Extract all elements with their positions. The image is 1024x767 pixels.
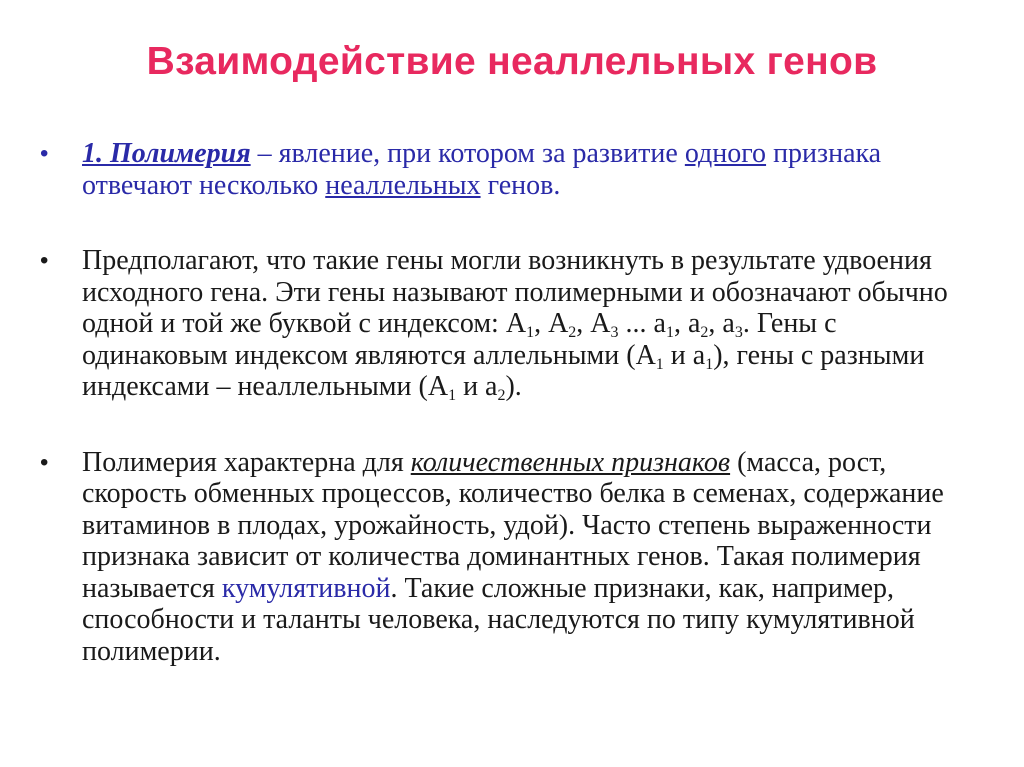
gene-index: 2	[497, 387, 506, 404]
gene-index: 2	[700, 324, 709, 341]
text-fragment: Предполагают, что такие гены могли возникнуть в результате удвоения исходного гена. Эти гены называют полимерными и обозначают обычно одной и той же буквой с индексом:	[82, 245, 948, 339]
text-fragment: ).	[505, 371, 522, 402]
gene-symbol: А	[427, 371, 449, 402]
gene-symbol: а	[653, 308, 666, 339]
text-fragment: . Гены с одинаковым индексом являются аллельными (	[82, 308, 837, 371]
gene-index: 1	[655, 355, 664, 373]
gene-index: 1	[705, 355, 714, 373]
bullet-quantitative-traits	[36, 447, 986, 668]
bullet-polymery-definition	[36, 138, 986, 201]
bullet-polymeric-genes	[36, 245, 986, 403]
term-polymery: 1. Полимерия	[82, 138, 251, 169]
text-fragment: признака отвечают несколько	[82, 138, 882, 201]
gene-symbol: а	[692, 339, 706, 371]
highlighted-term-cumulative: кумулятивной	[221, 572, 391, 604]
gene-symbol: а	[485, 371, 498, 402]
gene-index: 2	[568, 324, 577, 341]
underlined-word-nonallelic: неаллельных	[325, 169, 481, 201]
text-fragment: ), гены с разными индексами – неаллельными (	[82, 339, 925, 402]
gene-symbol: А	[548, 308, 569, 339]
bullet-icon: •	[40, 140, 49, 167]
gene-symbol: а	[722, 308, 735, 339]
gene-index: 1	[526, 324, 535, 341]
conjunction: и	[456, 371, 486, 402]
text-fragment: – явление, при котором за развитие	[250, 138, 685, 169]
text-fragment: генов.	[480, 169, 561, 201]
conjunction: и	[663, 339, 693, 371]
separator: ,	[534, 308, 549, 339]
gene-index: 3	[610, 324, 619, 341]
text-fragment: (масса, рост, скорость обменных процессов, количество белка в семенах, содержание витаминов в плодах, урожайность, удой). Часто степень выраженности признака зависит от количества доминантных генов. Такая полимерия называется	[82, 446, 944, 604]
gene-symbol: а	[687, 308, 701, 339]
gene-symbol: А	[505, 308, 527, 339]
separator: ,	[708, 308, 723, 339]
gene-symbol: А	[635, 339, 656, 371]
gene-index: 3	[734, 324, 743, 341]
bullet-list	[36, 138, 986, 667]
separator: ,	[576, 308, 591, 339]
ellipsis: ...	[618, 308, 654, 339]
bullet-icon: •	[40, 247, 49, 274]
separator: ,	[673, 308, 688, 339]
text-fragment: Полимерия характерна для	[82, 446, 411, 478]
slide-title: Взаимодействие неаллельных генов	[146, 40, 878, 83]
gene-index: 1	[448, 387, 457, 404]
gene-index: 1	[665, 324, 674, 341]
text-fragment: . Такие сложные признаки, как, например, способности и таланты человека, наследуются по типу кумулятивной полимерии.	[82, 572, 915, 667]
underlined-word-one: одного	[684, 138, 767, 169]
gene-symbol: А	[590, 308, 611, 339]
underlined-term-quantitative-traits: количественных признаков	[410, 446, 731, 478]
bullet-icon: •	[40, 448, 49, 476]
